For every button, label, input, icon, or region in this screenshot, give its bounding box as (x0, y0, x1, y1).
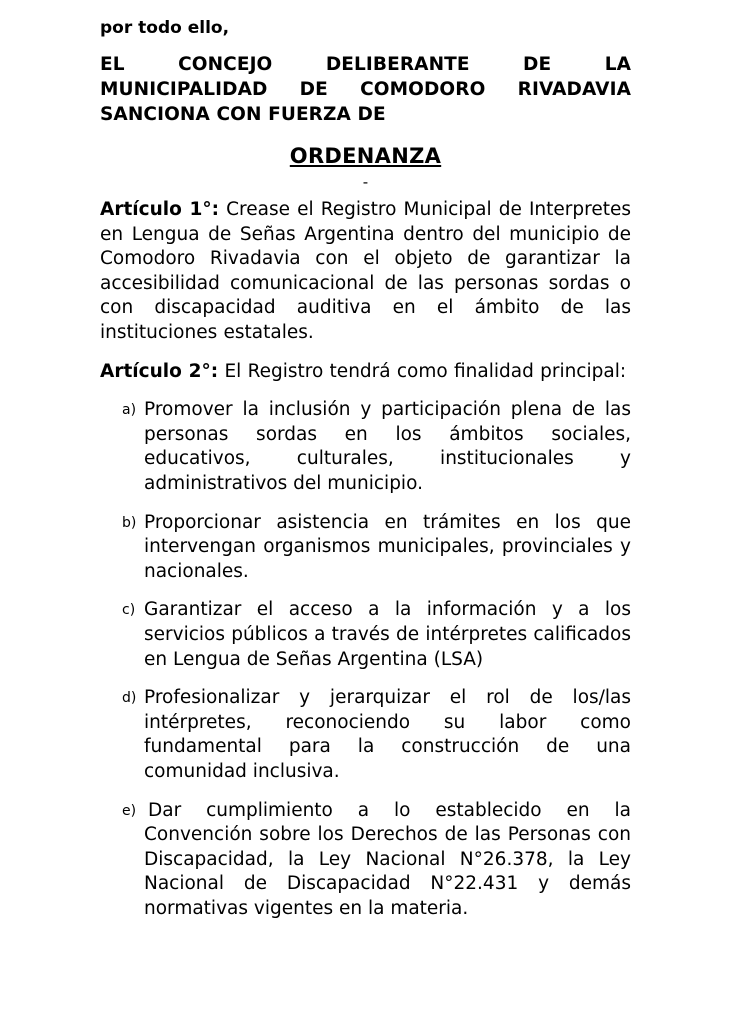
list-item-marker: d) (122, 690, 137, 707)
article-1-text: Crease el Registro Municipal de Interpretes en Lengua de Señas Argentina dentro del municipio de Comodoro Rivadavia con el objeto de garantizar la accesibilidad comunicacional de las personas sordas o con discapacidad auditiva en el ámbito de las instituciones estatales. (100, 199, 631, 344)
list-item (100, 686, 631, 784)
sanction-heading (100, 53, 631, 127)
list-item-text: Garantizar el acceso a la información y a los servicios públicos a través de intérpretes calificados en Lengua de Señas Argentina (LSA) (144, 599, 631, 670)
list-item (100, 799, 631, 922)
list-item (100, 398, 631, 496)
purpose-list (100, 398, 631, 921)
article-1 (100, 198, 631, 346)
separator-dash: - (362, 172, 369, 191)
article-2 (100, 360, 631, 385)
list-item-marker: c) (122, 602, 136, 619)
list-item-marker: e) (122, 802, 137, 819)
list-item-marker: b) (122, 514, 137, 531)
list-item-text: Dar cumplimiento a lo establecido en la Convención sobre los Derechos de las Personas con Discapacidad, la Ley Nacional N°26.378, la Ley Nacional de Discapacidad N°22.431 y demás normativas vigentes en la materia. (144, 799, 631, 919)
list-item-text: Proporcionar asistencia en trámites en los que intervengan organismos municipales, provinciales y nacionales. (144, 511, 631, 582)
article-2-text: El Registro tendrá como finalidad principal: (218, 360, 627, 382)
sanction-heading-line-1: EL CONCEJO DELIBERANTE DE LA (100, 54, 631, 76)
list-item-text: Profesionalizar y jerarquizar el rol de los/las intérpretes, reconociendo su labor como fundamental para la construcción de una comunidad inclusiva. (144, 687, 631, 782)
list-item (100, 511, 631, 585)
list-item-text: Promover la inclusión y participación plena de las personas sordas en los ámbitos sociales, educativos, culturales, institucionales y administrativos del municipio. (144, 399, 631, 495)
article-1-label: Artículo 1°: (100, 199, 220, 221)
list-item (100, 598, 631, 672)
article-2-label: Artículo 2°: (100, 360, 219, 382)
document-title: ORDENANZA (289, 143, 442, 168)
intro-paragraph: por todo ello, (100, 18, 230, 38)
sanction-heading-line-3: SANCIONA CON FUERZA DE (100, 103, 386, 125)
list-item-marker: a) (122, 402, 137, 419)
sanction-heading-line-2: MUNICIPALIDAD DE COMODORO RIVADAVIA (100, 79, 631, 101)
